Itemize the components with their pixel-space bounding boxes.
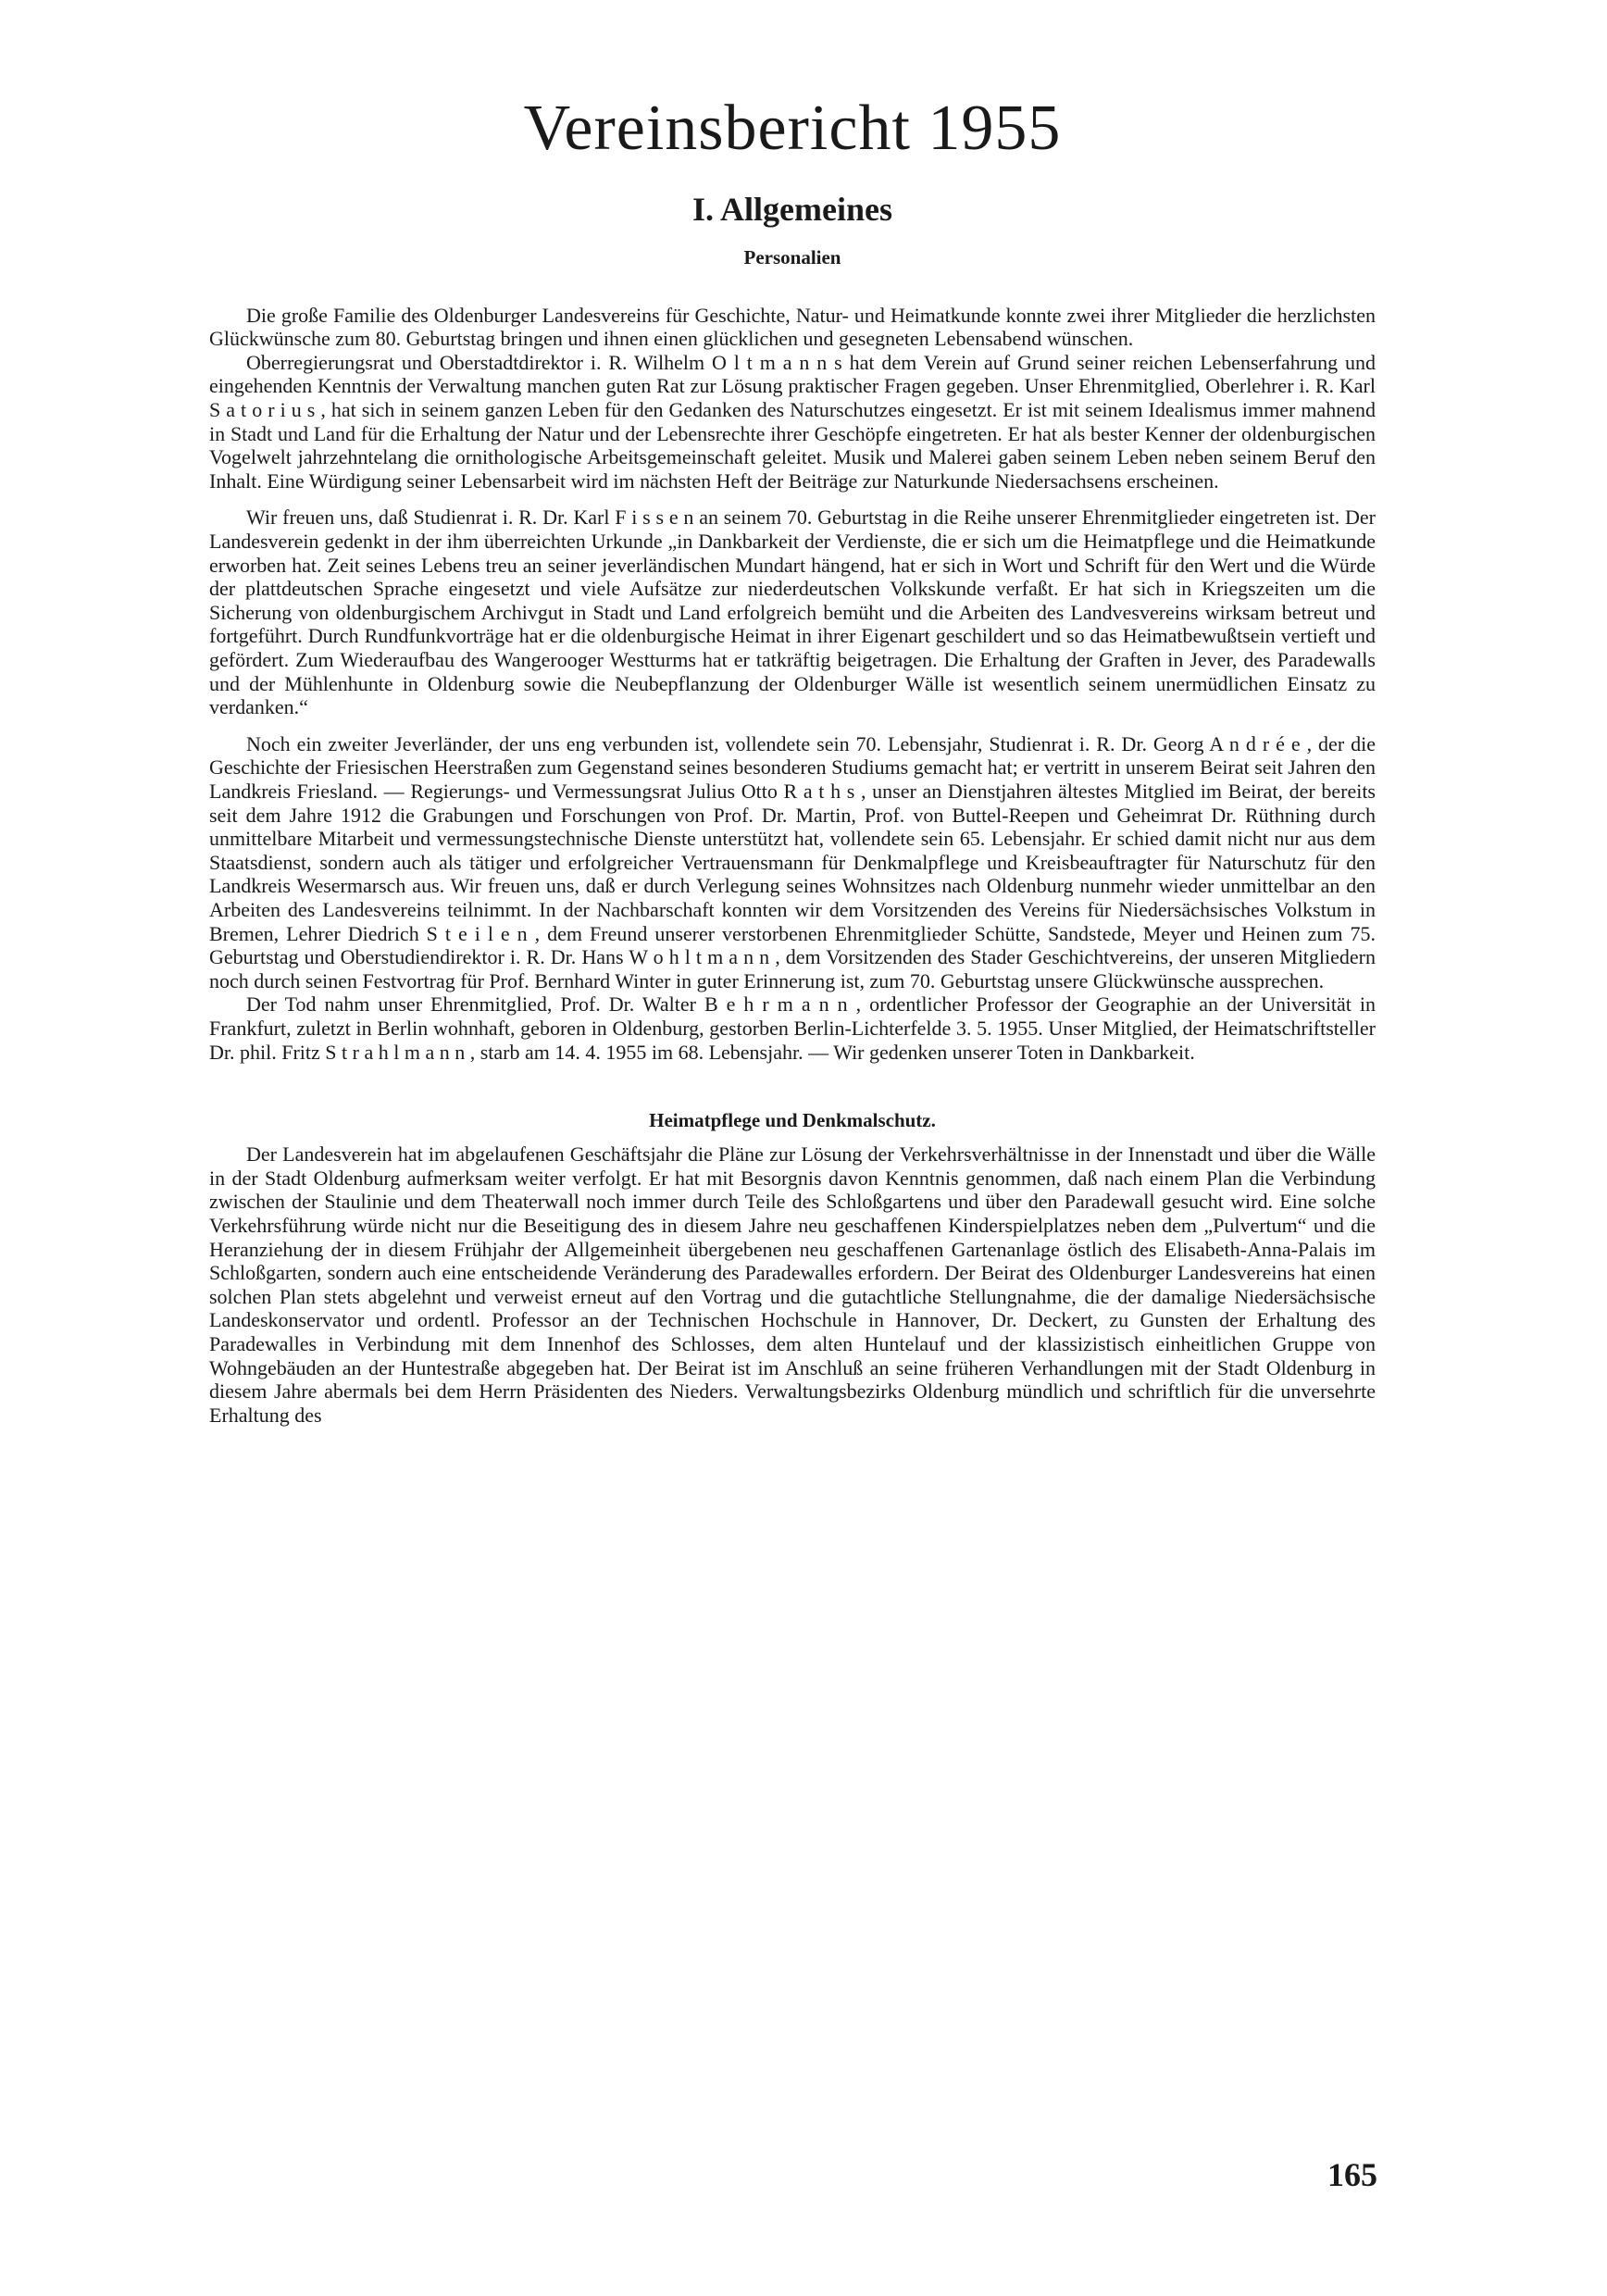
- paragraph-fissen: Wir freuen uns, daß Studienrat i. R. Dr. Karl F i s s e n an seinem 70. Geburtstag in die Reihe unserer Ehrenmitglieder eingetreten ist. Der Landesverein gedenkt in der ihm überreichten Urkunde „in Dankbarkeit der Verdienste, die er sich um die Heimatpflege und die Heimatkunde erworben hat. Zeit seines Lebens treu an seiner jeverländischen Mundart hängend, hat er sich in Wort und Schrift für den Wert und die Würde der plattdeutschen Sprache eingesetzt und viele Aufsätze zur niederdeutschen Volkskunde verfaßt. Er hat sich in Kriegszeiten um die Sicherung von oldenburgischem Archivgut in Stadt und Land erfolgreich bemüht und die Arbeiten des Landvesvereins wirksam betreut und fortgeführt. Durch Rundfunkvorträge hat er die oldenburgische Heimat in ihrer Eigenart geschildert und so das Heimatbewußtsein vertieft und gefördert. Zum Wiederaufbau des Wangerooger Westturms hat er tatkräftig beigetragen. Die Erhaltung der Graften in Jever, des Paradewalls und der Mühlenhunte in Oldenburg sowie die Neubepflanzung der Oldenburger Wälle ist wesentlich seinem unermüdlichen Einsatz zu verdanken.“: [209, 505, 1376, 719]
- section-heading: I. Allgemeines: [692, 191, 892, 228]
- paragraph-andree-raths: Noch ein zweiter Jeverländer, der uns eng verbunden ist, vollendete sein 70. Lebensjahr, Studienrat i. R. Dr. Georg A n d r é e , der die Geschichte der Friesischen Heerstraßen zum Gegenstand seines besonderen Studiums gemacht hat; er vertritt in unserem Beirat seit Jahren den Landkreis Friesland. — Regierungs- und Vermessungsrat Julius Otto R a t h s , unser an Dienstjahren ältestes Mitglied im Beirat, der bereits seit dem Jahre 1912 die Grabungen und Forschungen von Prof. Dr. Martin, Prof. von Buttel-Reepen und Geheimrat Dr. Rüthning durch unmittelbare Mitarbeit und vermessungstechnische Dienste unterstützt hat, vollendete sein 65. Lebensjahr. Er schied damit nicht nur aus dem Staatsdienst, sondern auch als tätiger und erfolgreicher Vertrauensmann für Denkmalpflege und Kreisbeauftragter für Naturschutz für den Landkreis Wesermarsch aus. Wir freuen uns, daß er durch Verlegung seines Wohnsitzes nach Oldenburg nunmehr wieder unmittelbar an den Arbeiten des Landesvereins teilnimmt. In der Nachbarschaft konnten wir dem Vorsitzenden des Vereins für Niedersächsisches Volkstum in Bremen, Lehrer Diedrich S t e i l e n , dem Freund unserer verstorbenen Ehrenmitglieder Schütte, Sandstede, Meyer und Heinen zum 75. Geburtstag und Oberstudiendirektor i. R. Dr. Hans W o h l t m a n n , dem Vorsitzenden des Stader Geschichtvereins, der unseren Mitgliedern noch durch seinen Festvortrag für Prof. Bernhard Winter in guter Erinnerung ist, zum 70. Geburtstag unsere Glückwünsche aussprechen.: [209, 731, 1376, 992]
- subsection-heading-heimatpflege: Heimatpflege und Denkmalschutz.: [649, 1109, 936, 1132]
- paragraph-obituaries: Der Tod nahm unser Ehrenmitglied, Prof. Dr. Walter B e h r m a n n , ordentlicher Professor der Geographie an der Universität in Frankfurt, zuletzt in Berlin wohnhaft, geboren in Oldenburg, gestorben Berlin-Lichterfelde 3. 5. 1955. Unser Mitglied, der Heimatschriftsteller Dr. phil. Fritz S t r a h l m a n n , starb am 14. 4. 1955 im 68. Lebensjahr. — Wir gedenken unserer Toten in Dankbarkeit.: [209, 992, 1376, 1064]
- page-number: 165: [1327, 2156, 1377, 2193]
- page-content: [209, 93, 1376, 1427]
- subsection-heading-personalien: Personalien: [743, 245, 841, 268]
- paragraph-intro: Die große Familie des Oldenburger Landesvereins für Geschichte, Natur- und Heimatkunde konnte zwei ihrer Mitglieder die herzlichsten Glückwünsche zum 80. Geburtstag bringen und ihnen einen glücklichen und gesegneten Lebensabend wünschen.: [209, 303, 1376, 351]
- paragraph-heimatpflege: Der Landesverein hat im abgelaufenen Geschäftsjahr die Pläne zur Lösung der Verkehrsverhältnisse in der Innenstadt und über die Wälle in der Stadt Oldenburg aufmerksam weiter verfolgt. Er hat mit Besorgnis davon Kenntnis genommen, daß nach einem Plan die Verbindung zwischen der Staulinie und dem Theaterwall noch immer durch Teile des Schloßgartens und über den Paradewall gesucht wird. Eine solche Verkehrsführung würde nicht nur die Beseitigung des in diesem Jahre neu geschaffenen Kinderspielplatzes neben dem „Pulvertum“ und die Heranziehung der in diesem Frühjahr der Allgemeinheit übergebenen neu geschaffenen Gartenanlage östlich des Elisabeth-Anna-Palais im Schloßgarten, sondern auch eine entscheidende Veränderung des Paradewalles erfordern. Der Beirat des Oldenburger Landesvereins hat einen solchen Plan stets abgelehnt und verweist erneut auf den Vortrag und die gutachtliche Stellungnahme, die der damalige Niedersächsische Landeskonservator und ordentl. Professor an der Technischen Hochschule in Hannover, Dr. Deckert, zu Gunsten der Erhaltung des Paradewalles in Verbindung mit dem Innenhof des Schlosses, dem alten Huntelauf und der klassizistisch einheitlichen Gruppe von Wohngebäuden an der Huntestraße abgegeben hat. Der Beirat ist im Anschluß an seine früheren Verhandlungen mit der Stadt Oldenburg in diesem Jahre abermals bei dem Herrn Präsidenten des Nieders. Verwaltungsbezirks Oldenburg mündlich und schriftlich für die unversehrte Erhaltung des: [209, 1142, 1376, 1427]
- document-title: Vereinsbericht 1955: [523, 93, 1062, 164]
- paragraph-oltmanns-satorius: Oberregierungsrat und Oberstadtdirektor i. R. Wilhelm O l t m a n n s hat dem Verein auf Grund seiner reichen Lebenserfahrung und eingehenden Kenntnis der Verwaltung manchen guten Rat zur Lösung praktischer Fragen gegeben. Unser Ehrenmitglied, Oberlehrer i. R. Karl S a t o r i u s , hat sich in seinem ganzen Leben für den Gedanken des Naturschutzes eingesetzt. Er ist mit seinem Idealismus immer mahnend in Stadt und Land für die Erhaltung der Natur und der Lebensrechte ihrer Geschöpfe eingetreten. Er hat als bester Kenner der oldenburgischen Vogelwelt jahrzehntelang die ornithologische Arbeitsgemeinschaft geleitet. Musik und Malerei gaben seinem Leben neben seinem Beruf den Inhalt. Eine Würdigung seiner Lebensarbeit wird im nächsten Heft der Beiträge zur Naturkunde Niedersachsens erscheinen.: [209, 350, 1376, 493]
